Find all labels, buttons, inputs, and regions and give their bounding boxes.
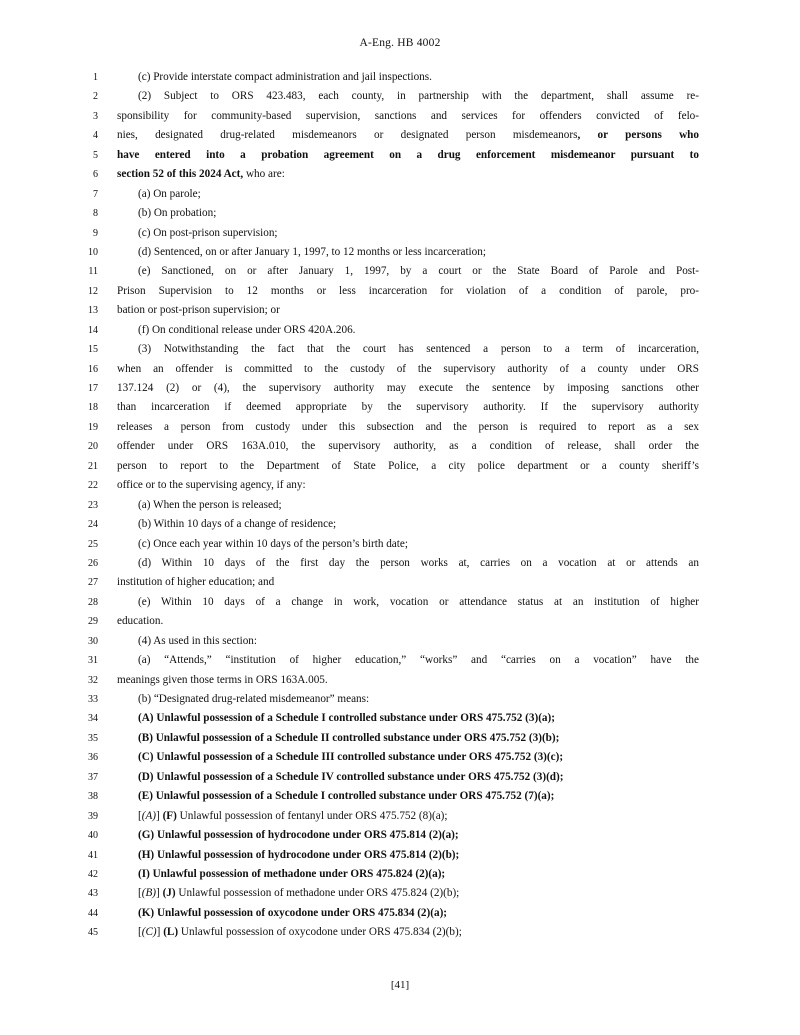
statute-text: Unlawful possession of fentanyl under ORS 475.752 (8)(a); [176,809,448,822]
statute-text: meanings given those terms in ORS 163A.005. [117,673,328,686]
document-line [0,690,800,709]
page-number: [41] [390,979,410,991]
line-number: 27 [88,577,98,589]
line-text [138,787,699,806]
document-line [0,807,800,826]
document-line [0,632,800,651]
line-text [138,826,699,845]
line-number: 9 [93,227,98,239]
line-number: 43 [88,888,98,900]
amendment-text: section 52 of this 2024 Act, [117,168,244,181]
line-number: 6 [93,169,98,181]
line-number: 17 [88,383,98,394]
line-number: 29 [88,616,98,628]
line-number: 5 [93,149,98,161]
statute-text: (a) On parole; [138,187,201,200]
line-number: 45 [88,927,98,939]
line-number: 14 [88,324,98,336]
statute-text: (b) Within 10 days of a change of residence; [138,518,337,531]
line-text [117,437,699,456]
line-text [117,612,699,631]
line-text [117,126,699,145]
line-number: 1 [93,72,98,83]
line-text [138,632,699,651]
line-number: 44 [88,907,98,919]
document-line [0,282,800,301]
statute-text: (c) Once each year within 10 days of the person’s birth date; [138,537,408,550]
document-line [0,457,800,476]
statute-text: (b) On probation; [138,207,217,220]
document-body [0,68,800,943]
amendment-text: (B) Unlawful possession of a Schedule II controlled substance under ORS 475.752 (3)(b); [138,731,560,744]
document-line [0,671,800,690]
line-text [138,865,699,884]
line-number: 30 [88,635,98,647]
amendment-text: , or persons who [577,129,699,142]
document-line [0,87,800,106]
line-text [138,709,699,728]
statute-text: (e) Sanctioned, on or after January 1, 1997, by a court or the State Board of Parole and Post- [138,265,699,278]
line-text [138,243,699,262]
line-text [138,748,699,767]
document-line [0,379,800,398]
line-number: 31 [88,655,98,667]
line-number: 16 [88,363,98,375]
document-line [0,107,800,126]
line-text [138,321,699,340]
document-line [0,476,800,495]
statute-text: (3) Notwithstanding the fact that the court has sentenced a person to a term of incarceration, [138,343,699,356]
line-number: 25 [88,538,98,550]
line-text [138,884,699,903]
line-number: 21 [88,460,98,472]
document-line [0,360,800,379]
document-line [0,535,800,554]
document-line [0,224,800,243]
line-text [117,301,699,320]
statute-text: person to report to the Department of State Police, a city police department or a county sheriff’s [117,459,699,472]
document-line [0,554,800,573]
line-number: 32 [88,674,98,686]
line-number: 13 [88,305,98,317]
document-line [0,185,800,204]
document-line [0,768,800,787]
deleted-text: (C) [141,926,157,939]
line-number: 3 [93,110,98,122]
statute-text: Prison Supervision to 12 months or less incarceration for violation of a condition of parole, pro- [117,284,699,297]
statute-text: office or to the supervising agency, if any: [117,479,306,492]
statute-text: Unlawful possession of methadone under ORS 475.824 (2)(b); [175,887,460,900]
line-text [138,729,699,748]
line-text [117,418,699,437]
statute-text: institution of higher education; and [117,576,275,589]
statute-text: ] [156,809,163,822]
line-text [117,671,699,690]
document-line [0,709,800,728]
statute-text: ] [156,887,163,900]
amendment-text: (K) Unlawful possession of oxycodone under ORS 475.834 (2)(a); [138,906,448,919]
document-line [0,612,800,631]
line-number: 40 [88,830,98,842]
line-text [138,515,699,534]
document-line [0,418,800,437]
line-text [138,846,699,865]
line-text [117,282,699,301]
document-line [0,243,800,262]
line-text [138,690,699,709]
line-number: 7 [93,188,98,200]
line-number: 24 [88,519,98,531]
document-line [0,126,800,145]
amendment-text: (E) Unlawful possession of a Schedule I controlled substance under ORS 475.752 (7)(a); [138,790,555,803]
line-text [138,262,699,281]
statute-text: than incarceration if deemed appropriate by the supervisory authority. If the supervisory authority [117,401,699,414]
document-line [0,826,800,845]
statute-text: (4) As used in this section: [138,634,258,647]
line-text [138,807,699,826]
statute-text: (c) Provide interstate compact administration and jail inspections. [138,71,432,83]
document-line [0,884,800,903]
line-text [117,146,699,165]
line-number: 8 [93,208,98,220]
document-line [0,68,800,87]
document-line [0,146,800,165]
statute-text: releases a person from custody under this subsection and the person is required to report as a sex [117,420,699,433]
statute-text: ] [156,926,164,939]
line-number: 19 [88,421,98,433]
statute-text: (c) On post-prison supervision; [138,226,278,239]
line-number: 12 [88,285,98,297]
document-line [0,651,800,670]
statute-text: [ [138,809,142,822]
line-number: 28 [88,596,98,608]
line-text [117,379,699,398]
line-number: 15 [88,344,98,356]
line-text [138,496,699,515]
document-line [0,865,800,884]
statute-text: education. [117,615,164,628]
line-text [138,904,699,923]
document-line [0,301,800,320]
document-line [0,398,800,417]
document-line [0,787,800,806]
line-text [117,107,699,126]
amendment-text: (G) Unlawful possession of hydrocodone under ORS 475.814 (2)(a); [138,829,459,842]
document-line [0,165,800,184]
line-text [138,535,699,554]
line-number: 33 [88,694,98,705]
document-line [0,729,800,748]
line-text [117,457,699,476]
document-line [0,496,800,515]
line-text [117,476,699,495]
amendment-text: (H) Unlawful possession of hydrocodone under ORS 475.814 (2)(b); [138,848,460,861]
amendment-text: (C) Unlawful possession of a Schedule III controlled substance under ORS 475.752 (3)(c); [138,751,564,764]
statute-text: offender under ORS 163A.010, the supervisory authority, as a condition of release, shall order the [117,440,699,453]
document-line [0,437,800,456]
deleted-text: (A) [141,809,157,822]
statute-text: Unlawful possession of oxycodone under ORS 475.834 (2)(b); [178,926,462,939]
page-header: A-Eng. HB 4002 [359,37,441,49]
document-line [0,923,800,942]
line-text [138,68,699,87]
line-number: 4 [93,130,98,142]
amendment-text: (I) Unlawful possession of methadone under ORS 475.824 (2)(a); [138,867,446,880]
statute-text: (f) On conditional release under ORS 420A.206. [138,323,356,336]
statute-text: when an offender is committed to the custody of the supervisory authority of a county under ORS [117,362,699,375]
statute-text: [ [138,926,142,939]
line-number: 18 [88,402,98,414]
line-number: 2 [93,91,98,103]
line-number: 20 [88,441,98,453]
line-text [117,165,699,184]
statute-text: [ [138,887,142,900]
document-line [0,321,800,340]
line-number: 42 [88,868,98,880]
statute-text: (e) Within 10 days of a change in work, vocation or attendance status at an institution of higher [138,595,699,608]
line-text [138,204,699,223]
amendment-text: (F) [162,809,177,822]
line-text [117,398,699,417]
statute-text: (2) Subject to ORS 423.483, each county, in partnership with the department, shall assume re- [138,90,699,103]
line-text [138,185,699,204]
line-text [138,224,699,243]
statute-text: (d) Within 10 days of the first day the person works at, carries on a vocation at or attends an [138,556,699,569]
statute-text: nies, designated drug-related misdemeanors or designated person misdemeanors [117,129,578,142]
line-number: 37 [88,771,98,783]
amendment-text: (A) Unlawful possession of a Schedule I controlled substance under ORS 475.752 (3)(a); [138,712,555,725]
line-number: 35 [88,732,98,744]
document-line [0,593,800,612]
statute-text: 137.124 (2) or (4), the supervisory authority may execute the sentence by imposing sanctions other [117,382,699,394]
statute-text: sponsibility for community-based supervision, sanctions and services for offenders convicted of felo- [117,109,699,122]
line-text [117,360,699,379]
document-line [0,573,800,592]
line-number: 34 [88,713,98,725]
deleted-text: (B) [141,887,157,900]
line-text [117,573,699,592]
document-line [0,515,800,534]
line-number: 39 [88,810,98,822]
line-number: 22 [88,480,98,492]
document-line [0,204,800,223]
amendment-text: (L) [163,926,179,939]
statute-text: bation or post-prison supervision; or [117,304,280,317]
line-number: 26 [88,557,98,569]
document-line [0,262,800,281]
statute-text: who are: [243,168,285,181]
statute-text: (a) When the person is released; [138,498,282,511]
amendment-text: (J) [162,887,176,900]
line-text [138,651,699,670]
line-number: 38 [88,791,98,803]
statute-text: (d) Sentenced, on or after January 1, 1997, to 12 months or less incarceration; [138,245,486,258]
line-text [138,340,699,359]
document-line [0,340,800,359]
line-text [138,593,699,612]
line-number: 11 [88,266,98,278]
statute-text: (b) “Designated drug-related misdemeanor” means: [138,693,370,705]
document-line [0,748,800,767]
line-text [138,554,699,573]
line-number: 36 [88,752,98,764]
document-line [0,846,800,865]
line-number: 23 [88,499,98,511]
amendment-text: (D) Unlawful possession of a Schedule IV controlled substance under ORS 475.752 (3)(d); [138,770,564,783]
line-text [138,87,699,106]
line-number: 41 [88,849,98,861]
line-number: 10 [88,246,98,258]
document-line [0,904,800,923]
line-text [138,768,699,787]
amendment-text: have entered into a probation agreement on a drug enforcement misdemeanor pursuant to [117,148,699,161]
statute-text: (a) “Attends,” “institution of higher education,” “works” and “carries on a vocation” have the [138,654,699,667]
line-text [138,923,699,942]
